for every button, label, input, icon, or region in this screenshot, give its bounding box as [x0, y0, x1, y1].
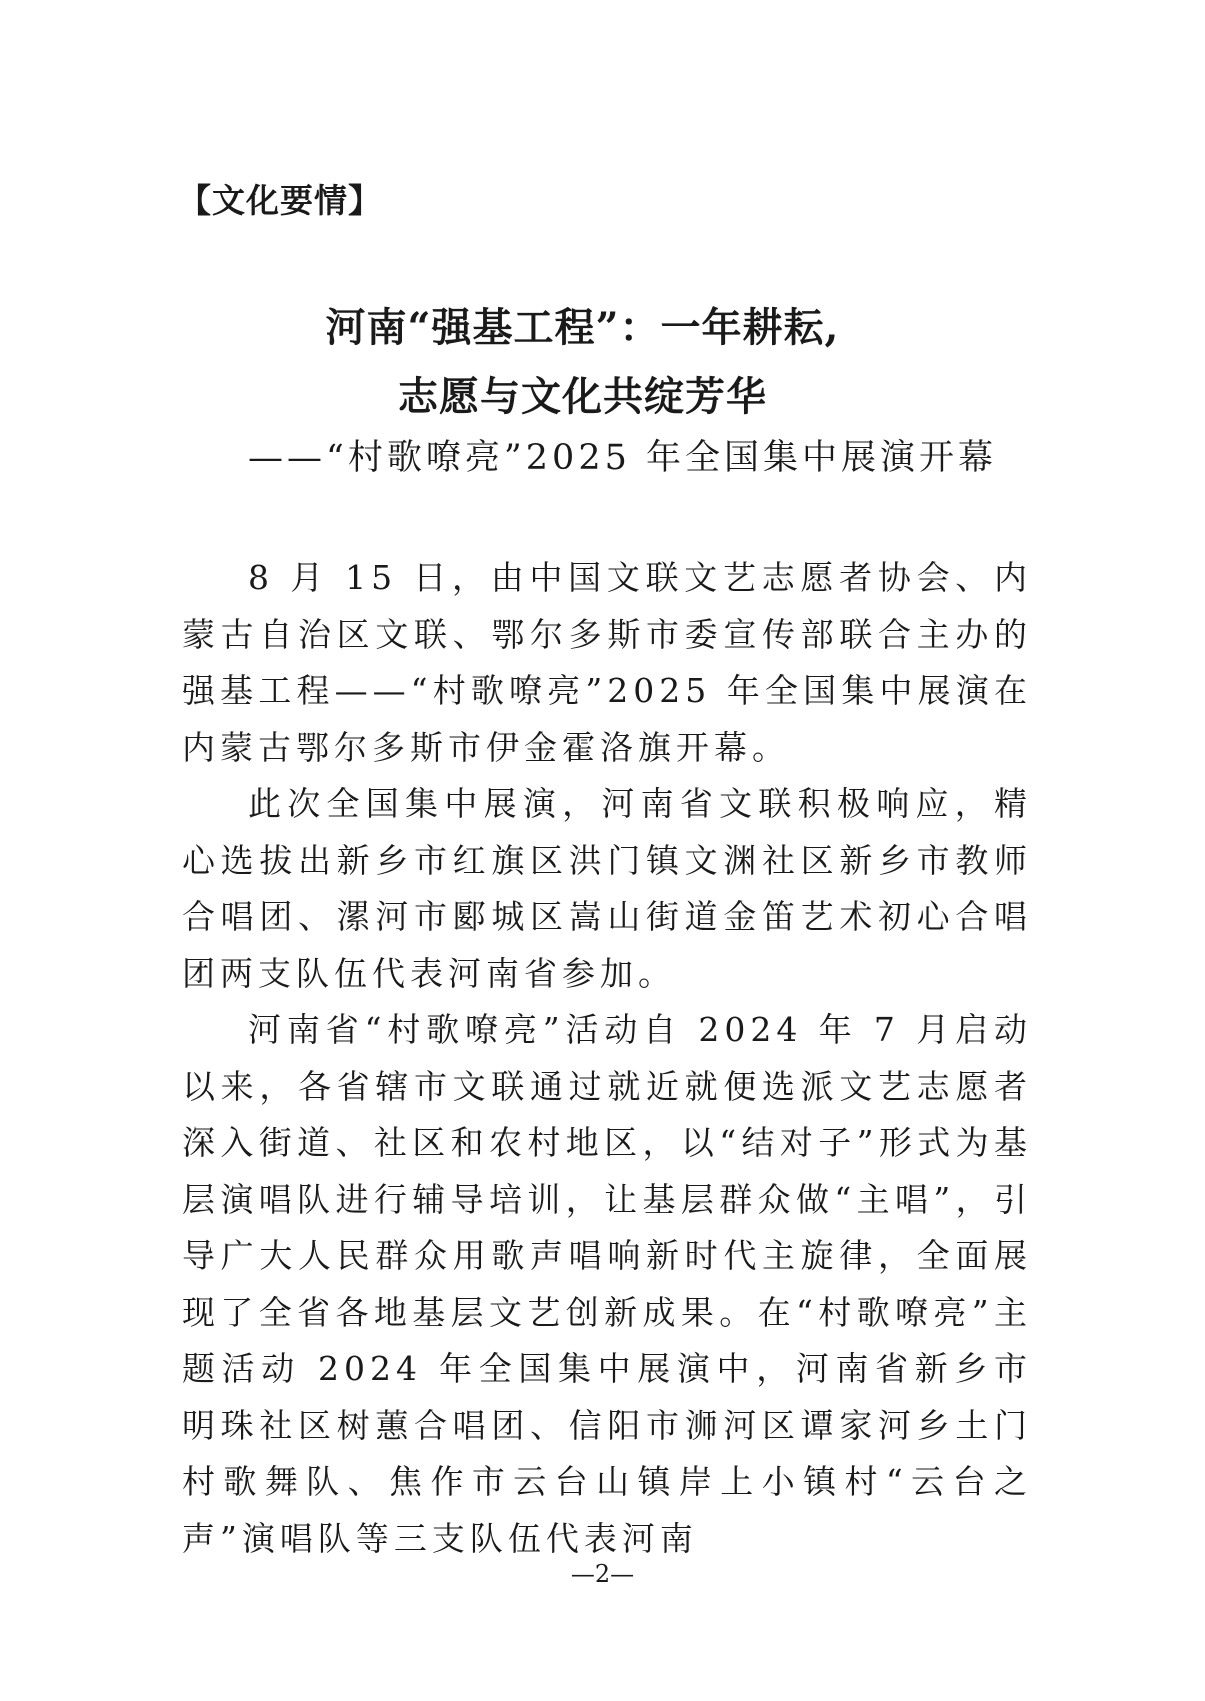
article-title-line-1: 河南“强基工程”：一年耕耘, [325, 304, 840, 351]
article-title-line-2: 志愿与文化共绽芳华 [398, 373, 767, 420]
section-tag: 【文化要情】 [178, 181, 382, 220]
article-subtitle: ——“村歌嘹亮”2025 年全国集中展演开幕 [248, 438, 997, 478]
article-body [182, 550, 1032, 1567]
paragraph: 8 月 15 日，由中国文联文艺志愿者协会、内蒙古自治区文联、鄂尔多斯市委宣传部联合主办的强基工程——“村歌嘹亮”2025 年全国集中展演在内蒙古鄂尔多斯市伊金霍洛旗开幕。 [182, 558, 1032, 767]
page-number: —2— [570, 1560, 635, 1588]
paragraph: 此次全国集中展演，河南省文联积极响应，精心选拔出新乡市红旗区洪门镇文渊社区新乡市教师合唱团、漯河市郾城区嵩山街道金笛艺术初心合唱团两支队伍代表河南省参加。 [182, 784, 1032, 993]
paragraph: 河南省“村歌嘹亮”活动自 2024 年 7 月启动以来，各省辖市文联通过就近就便选派文艺志愿者深入街道、社区和农村地区，以“结对子”形式为基层演唱队进行辅导培训，让基层群众做“主唱”，引导广大人民群众用歌声唱响新时代主旋律，全面展现了全省各地基层文艺创新成果。在“村歌嘹亮”主题活动 2024 年全国集中展演中，河南省新乡市明珠社区树蕙合唱团、信阳市浉河区谭家河乡土门村歌舞队、焦作市云台山镇岸上小镇村“云台之声”演唱队等三支队伍代表河南 [182, 1010, 1032, 1558]
